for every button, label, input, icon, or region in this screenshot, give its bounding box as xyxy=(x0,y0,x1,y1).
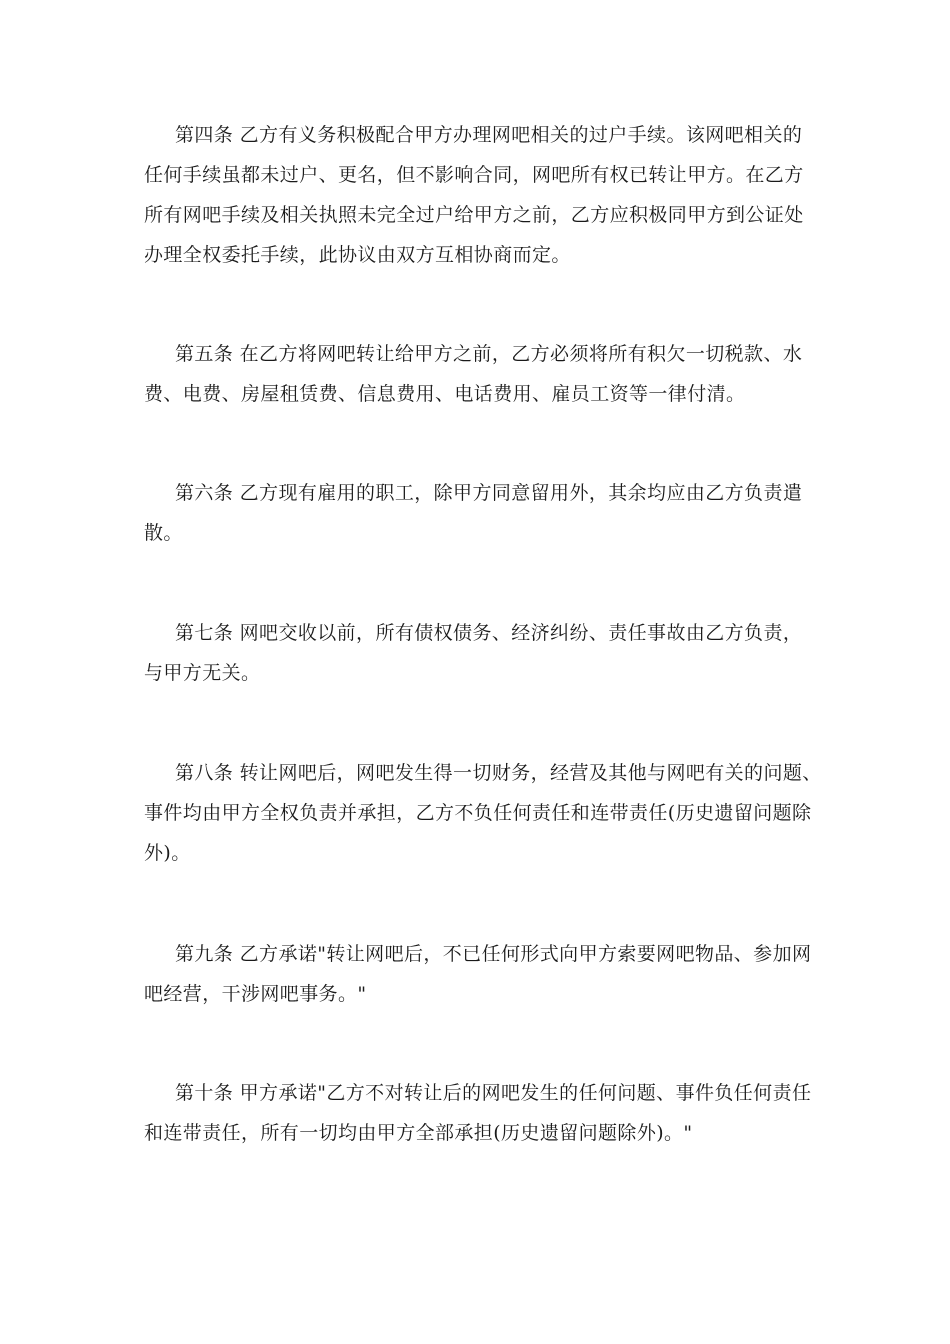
article-8 xyxy=(144,753,822,873)
article-7-line-1: 第七条 网吧交收以前，所有债权债务、经济纠纷、责任事故由乙方负责， xyxy=(175,622,803,644)
article-4-line-2: 任何手续虽都未过户、更名，但不影响合同，网吧所有权已转让甲方。在乙方 xyxy=(144,164,804,186)
article-10 xyxy=(144,1073,812,1153)
article-9-line-1: 第九条 乙方承诺"转让网吧后，不已任何形式向甲方索要网吧物品、参加网 xyxy=(175,943,812,965)
article-5 xyxy=(144,334,808,414)
article-9 xyxy=(144,934,812,1014)
article-6-line-1: 第六条 乙方现有雇用的职工，除甲方同意留用外，其余均应由乙方负责遣 xyxy=(175,482,803,504)
article-7-line-2: 与甲方无关。 xyxy=(144,662,261,684)
article-8-line-1: 第八条 转让网吧后，网吧发生得一切财务，经营及其他与网吧有关的问题、 xyxy=(175,762,822,784)
article-6 xyxy=(144,473,808,553)
article-4 xyxy=(144,115,808,275)
article-7 xyxy=(144,613,808,693)
article-5-line-1: 第五条 在乙方将网吧转让给甲方之前，乙方必须将所有积欠一切税款、水 xyxy=(175,343,803,365)
article-4-line-3: 所有网吧手续及相关执照未完全过户给甲方之前，乙方应积极同甲方到公证处 xyxy=(144,204,804,226)
article-8-line-3: 外)。 xyxy=(144,842,191,864)
article-4-line-1: 第四条 乙方有义务积极配合甲方办理网吧相关的过户手续。该网吧相关的 xyxy=(175,124,803,146)
article-9-line-2: 吧经营，干涉网吧事务。" xyxy=(144,983,367,1005)
article-6-line-2: 散。 xyxy=(144,522,183,544)
article-8-line-2: 事件均由甲方全权负责并承担，乙方不负任何责任和连带责任(历史遗留问题除 xyxy=(144,802,812,824)
article-4-line-4: 办理全权委托手续，此协议由双方互相协商而定。 xyxy=(144,244,571,266)
article-10-line-2: 和连带责任，所有一切均由甲方全部承担(历史遗留问题除外)。" xyxy=(144,1122,693,1144)
article-5-line-2: 费、电费、房屋租赁费、信息费用、电话费用、雇员工资等一律付清。 xyxy=(144,383,746,405)
article-10-line-1: 第十条 甲方承诺"乙方不对转让后的网吧发生的任何问题、事件负任何责任 xyxy=(175,1082,812,1104)
